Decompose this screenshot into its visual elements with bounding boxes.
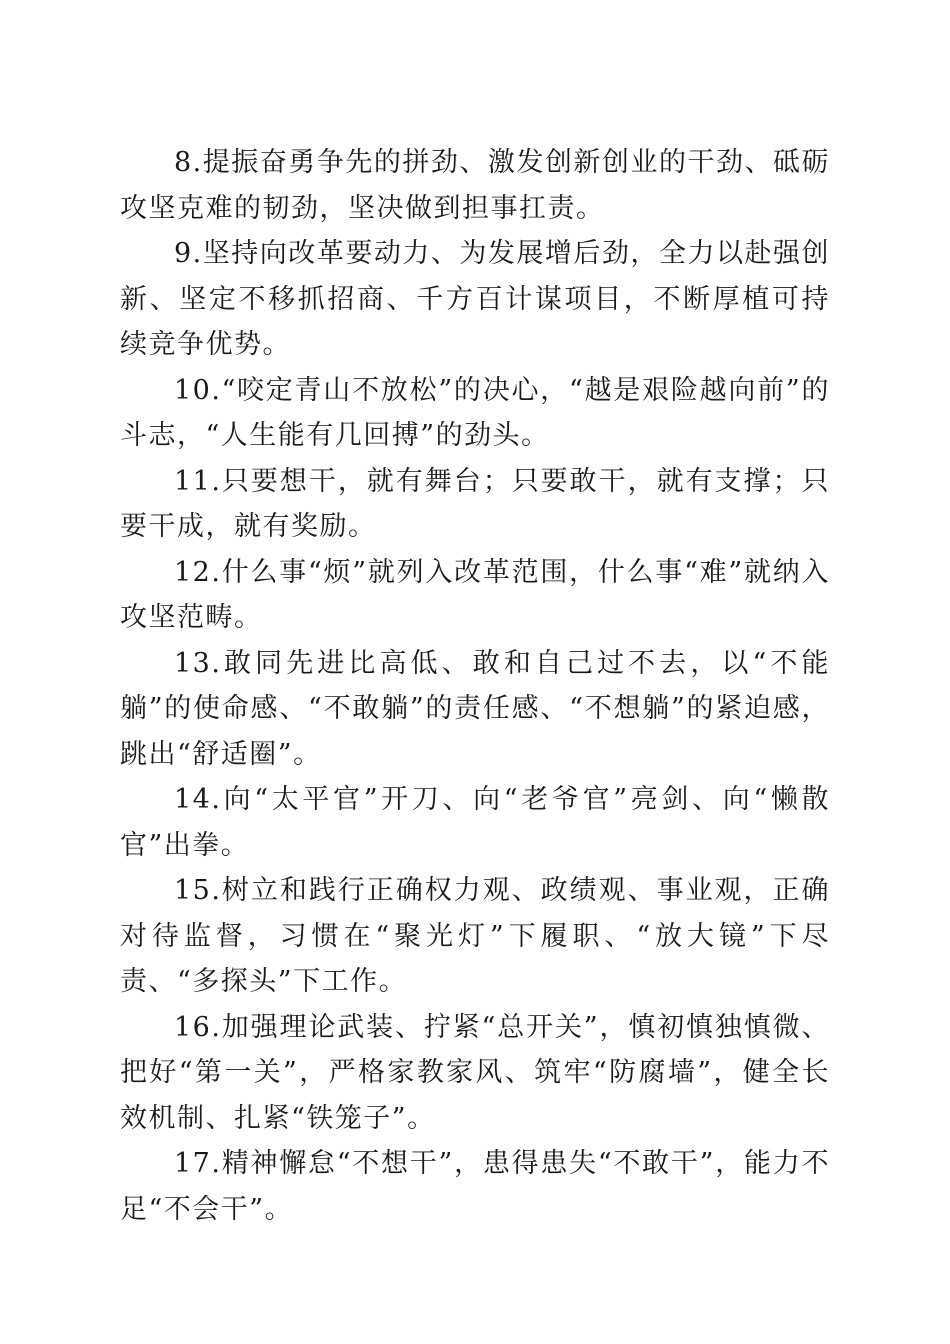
paragraph-9: 9.坚持向改革要动力、为发展增后劲，全力以赴强创新、坚定不移抓招商、千方百计谋项目，不断厚植可持续竞争优势。 xyxy=(120,238,830,360)
paragraph-14: 14.向“太平官”开刀、向“老爷官”亮剑、向“懒散官”出拳。 xyxy=(120,784,830,861)
paragraph-10: 10.“咬定青山不放松”的决心，“越是艰险越向前”的斗志，“人生能有几回搏”的劲头。 xyxy=(120,374,830,451)
paragraph-8: 8.提振奋勇争先的拼劲、激发创新创业的干劲、砥砺攻坚克难的韧劲，坚决做到担事扛责。 xyxy=(120,147,830,224)
paragraph-11: 11.只要想干，就有舞台；只要敢干，就有支撑；只要干成，就有奖励。 xyxy=(120,465,830,542)
document-body xyxy=(120,140,830,1232)
paragraph-16: 16.加强理论武装、拧紧“总开关”，慎初慎独慎微、把好“第一关”，严格家教家风、筑牢“防腐墙”，健全长效机制、扎紧“铁笼子”。 xyxy=(120,1011,830,1134)
paragraph-12: 12.什么事“烦”就列入改革范围，什么事“难”就纳入攻坚范畴。 xyxy=(120,556,830,633)
paragraph-15: 15.树立和践行正确权力观、政绩观、事业观，正确对待监督，习惯在“聚光灯”下履职、“放大镜”下尽责、“多探头”下工作。 xyxy=(120,875,830,997)
paragraph-17: 17.精神懈怠“不想干”，患得患失“不敢干”，能力不足“不会干”。 xyxy=(120,1148,830,1225)
paragraph-13: 13.敢同先进比高低、敢和自己过不去，以“不能躺”的使命感、“不敢躺”的责任感、“不想躺”的紧迫感，跳出“舒适圈”。 xyxy=(120,647,830,770)
